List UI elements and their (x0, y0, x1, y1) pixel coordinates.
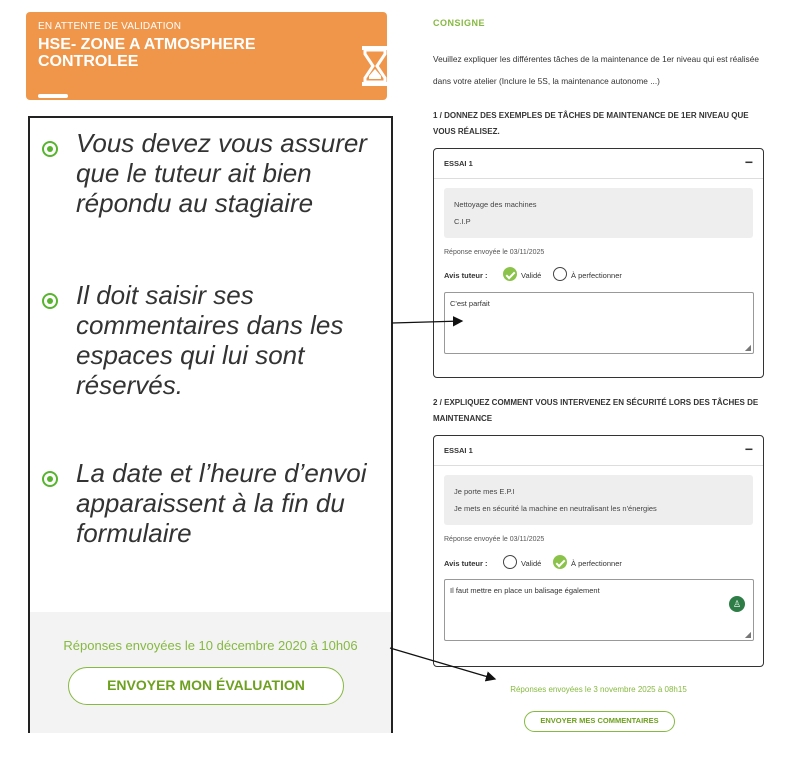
bullet-icon (42, 471, 58, 487)
student-answer (444, 475, 753, 525)
answer-sent-date: Réponse envoyée le 03/11/2025 (444, 249, 545, 256)
comment-text: C'est parfait (450, 299, 490, 308)
essai-panel (433, 148, 764, 378)
option-valide-label[interactable]: Validé (521, 559, 542, 568)
answer-line: C.I.P (454, 217, 471, 226)
hourglass-icon (360, 45, 390, 87)
consigne-title: CONSIGNE (433, 18, 486, 28)
radio-perfectionner[interactable] (553, 555, 567, 569)
essai-header[interactable] (434, 436, 763, 466)
answer-line: Je porte mes E.P.I (454, 487, 515, 496)
essai-label: ESSAI 1 (444, 159, 473, 168)
answer-sent-date: Réponse envoyée le 03/11/2025 (444, 536, 545, 543)
student-answer (444, 188, 753, 238)
essai-label: ESSAI 1 (444, 446, 473, 455)
essai-panel (433, 435, 764, 667)
bullet-text: Il doit saisir ses commentaires dans les espaces qui lui sont réservés. (76, 280, 344, 400)
send-evaluation-button[interactable]: ENVOYER MON ÉVALUATION (68, 667, 344, 705)
essai-header[interactable] (434, 149, 763, 179)
tutor-comment-textarea[interactable] (444, 579, 754, 641)
option-valide-label[interactable]: Validé (521, 271, 542, 280)
collapse-icon[interactable]: − (744, 154, 753, 170)
sent-timestamp: Réponses envoyées le 10 décembre 2020 à 10h06 (63, 638, 358, 653)
radio-valide[interactable] (503, 267, 517, 281)
bullet-icon (42, 141, 58, 157)
avis-label: Avis tuteur : (444, 559, 488, 568)
comment-text: Il faut mettre en place un balisage également (450, 586, 600, 595)
user-icon[interactable]: ♙ (729, 596, 745, 612)
evaluation-footer (30, 612, 391, 733)
question-title: 1 / DONNEZ DES EXEMPLES DE TÂCHES DE MAINTENANCE DE 1ER NIVEAU QUE VOUS RÉALISEZ. (433, 111, 749, 136)
resize-handle-icon[interactable]: ◢ (744, 630, 751, 639)
activity-header-card (26, 12, 387, 100)
consigne-text: Veuillez expliquer les différentes tâches de la maintenance de 1er niveau qui est réalisée dans votre atelier (Inclure le 5S, la maintenance autonome ...) (433, 54, 759, 86)
bullet-text: La date et l’heure d’envoi apparaissent à la fin du formulaire (76, 458, 367, 548)
collapse-icon[interactable]: − (744, 441, 753, 457)
question-title: 2 / EXPLIQUEZ COMMENT VOUS INTERVENEZ EN SÉCURITÉ LORS DES TÂCHES DE MAINTENANCE (433, 398, 759, 423)
resize-handle-icon[interactable]: ◢ (744, 343, 751, 352)
radio-valide[interactable] (503, 555, 517, 569)
answer-line: Je mets en sécurité la machine en neutralisant les n'énergies (454, 504, 657, 513)
answer-line: Nettoyage des machines (454, 200, 537, 209)
instruction-callout (28, 116, 393, 733)
option-perfectionner-label[interactable]: À perfectionner (571, 559, 622, 568)
send-comments-button[interactable]: ENVOYER MES COMMENTAIRES (524, 711, 675, 732)
tutor-comment-textarea[interactable] (444, 292, 754, 354)
activity-title: HSE- ZONE A ATMOSPHERE CONTROLEE (38, 36, 256, 70)
sent-timestamp: Réponses envoyées le 3 novembre 2025 à 08h15 (510, 685, 687, 694)
avis-label: Avis tuteur : (444, 271, 488, 280)
bullet-text: Vous devez vous assurer que le tuteur ait bien répondu au stagiaire (76, 128, 367, 218)
radio-perfectionner[interactable] (553, 267, 567, 281)
progress-bar (38, 94, 68, 98)
option-perfectionner-label[interactable]: À perfectionner (571, 271, 622, 280)
status-label: EN ATTENTE DE VALIDATION (38, 21, 182, 32)
bullet-icon (42, 293, 58, 309)
